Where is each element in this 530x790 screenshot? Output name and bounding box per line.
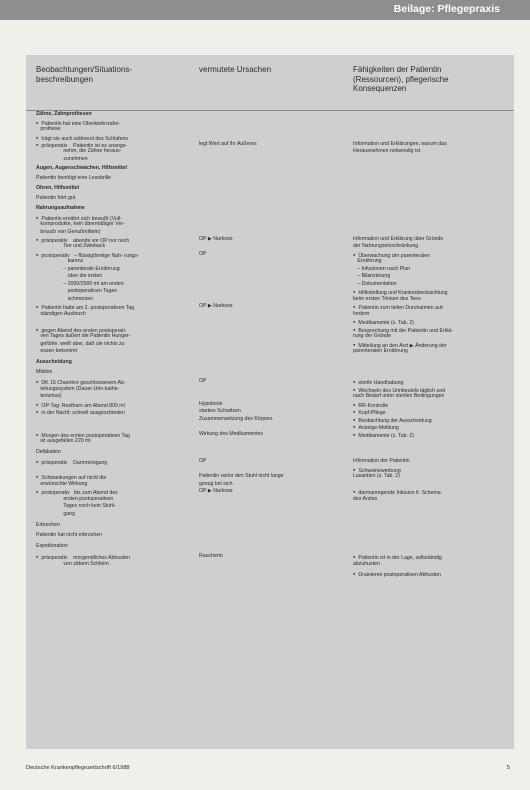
table-cell-c1: – parenterale Ernährung bbox=[36, 266, 120, 272]
table-cell-c1: prothese bbox=[36, 126, 61, 132]
table-cell-c3: fordern bbox=[353, 311, 370, 317]
table-cell-c1: ● Patientin ernährt sich bewußt (Voll- bbox=[36, 214, 196, 223]
column-header-text: Fähigkeiten der Patientin (Ressourcen), pflegerische Konsequenzen bbox=[353, 65, 449, 93]
table-cell-c1: ersten postoperativen bbox=[36, 496, 114, 502]
table-cell-c2: Zusammensetzung des Körpers bbox=[199, 416, 273, 422]
table-cell-c1: Erbrechen bbox=[36, 522, 60, 528]
table-cell-c1: Patientin hat nicht erbrochen bbox=[36, 532, 103, 538]
table-cell-c1: ● in der Nacht: schnell ausgeschieden bbox=[36, 408, 196, 417]
table-cell-c2: OP bbox=[199, 251, 207, 257]
table-cell-c1: karenz bbox=[36, 258, 84, 264]
table-cell-c3: parenteralen Ernährung bbox=[353, 348, 408, 354]
table-cell-c3: des Arztes bbox=[353, 496, 378, 502]
table-cell-c3: ● Patientin ist in der Lage, selbständig bbox=[353, 553, 513, 562]
table-cell-c2: OP bbox=[199, 458, 207, 464]
table-cell-c3: ● Patientin zum tiefen Durchatmen auf- bbox=[353, 303, 513, 312]
table-cell-c1: ● postoperativ bis zum Abend des bbox=[36, 488, 196, 497]
table-cell-c3: ● Anzeige-Meldung bbox=[353, 423, 513, 432]
table-cell-c1: Augen, Augenschwächen, Hilfsmittel bbox=[36, 165, 127, 171]
table-cell-c1: ● präoperativ Darmreinigung bbox=[36, 458, 196, 467]
column-header-text: vermutete Ursachen bbox=[199, 65, 272, 74]
column-header-causes bbox=[199, 65, 271, 75]
table-cell-c1: Expektoration bbox=[36, 543, 68, 549]
table-cell-c2: Wirkung des Medikamentes bbox=[199, 431, 264, 437]
table-cell-c1: Nahrungsaufnahme bbox=[36, 205, 85, 211]
table-cell-c1: ven Tages äußert die Patientin Hunger- bbox=[36, 333, 131, 339]
table-cell-c1: brauch von Genußmitteln) bbox=[36, 229, 101, 235]
table-cell-c3: Information und Erklärung über Gründe bbox=[353, 236, 444, 242]
table-cell-c1: Tages noch kein Stuhl- bbox=[36, 503, 116, 509]
footer-page-number: 5 bbox=[506, 765, 510, 771]
table-cell-c3: Ernährung bbox=[353, 258, 382, 264]
table-cell-c1: Ausscheidung bbox=[36, 359, 72, 365]
table-cell-c3: ● Schweinewerbung bbox=[353, 466, 513, 475]
table-cell-c3: ● sterile Handhabung bbox=[353, 378, 513, 387]
table-cell-c1: essen bekommt bbox=[36, 348, 77, 354]
table-cell-c1: ● DK 15 Charrière geschlossenem Ab- bbox=[36, 378, 196, 387]
table-cell-c3: Information und Erklärungen, warum das bbox=[353, 141, 447, 147]
table-cell-c3: Herausnehmen notwendig ist bbox=[353, 148, 421, 154]
table-cell-c1: postoperativen Tages bbox=[36, 288, 117, 294]
table-header-row bbox=[26, 55, 514, 111]
table-cell-c1: schmerzen bbox=[36, 296, 94, 302]
header-bar bbox=[0, 0, 530, 20]
table-cell-c3: rung der Gründe bbox=[353, 333, 392, 339]
table-cell-c3: ● Medikamente (s. Tab. 2) bbox=[353, 431, 513, 440]
table-cell-c3: ● Drainieren postoperativen Abhusten bbox=[353, 570, 513, 579]
table-cell-c3: – Dokumentation bbox=[353, 281, 397, 287]
table-cell-c3: ● darmanregende Infusion lt. Schema bbox=[353, 488, 513, 497]
table-cell-c1: Patientin hört gut bbox=[36, 195, 76, 201]
table-cell-c2: OP bbox=[199, 378, 207, 384]
table-cell-c1: ● Morgen des ersten postoperativen Tag bbox=[36, 431, 196, 440]
table-cell-c1: ● OP-Tag: Restharn am Abend 800 ml bbox=[36, 401, 196, 410]
table-cell-c1: nehm, die Zähne heraus- bbox=[36, 148, 122, 154]
care-table bbox=[26, 55, 514, 749]
table-cell-c1: – 2000/2500 ml am ersten bbox=[36, 281, 124, 287]
table-cell-c3: – Infusionen nach Plan bbox=[353, 266, 411, 272]
table-cell-c3: nach Bedarf unter sterilen Bedingungen bbox=[353, 393, 445, 399]
table-cell-c1: erwünschte Wirkung bbox=[36, 481, 88, 487]
table-cell-c2: OP ▶ Narkose bbox=[199, 488, 233, 494]
table-cell-c1: ● präoperativ morgendliches Abhusten bbox=[36, 553, 196, 562]
table-cell-c1: Zähne, Zahnprothesen bbox=[36, 111, 92, 117]
table-cell-c2: starkes Schwitzen bbox=[199, 408, 241, 414]
footer-journal: Deutsche Krankenpflegezeitschrift 6/1988 bbox=[26, 765, 130, 771]
table-cell-c3: – Bilanzierung bbox=[353, 273, 391, 279]
table-cell-c1: kornprodukte, kein übermäßiger Ver- bbox=[36, 221, 125, 227]
table-cell-c1: Patientin benötigt eine Lesebrille bbox=[36, 175, 111, 181]
table-cell-c3: ● RR-Kontrolle bbox=[353, 401, 513, 410]
table-cell-c1: ● Schwankungen auf nicht die bbox=[36, 473, 196, 482]
table-cell-c3: ● Medikamente (s. Tab. 2) bbox=[353, 318, 513, 327]
table-cell-c1: gefühle, weiß aber, daß sie nichts zu bbox=[36, 341, 125, 347]
table-cell-c2: Hypotonie bbox=[199, 401, 223, 407]
table-cell-c3: ● Besprechung mit der Patientin und Erklä- bbox=[353, 326, 513, 335]
table-cell-c1: terismus) bbox=[36, 393, 62, 399]
table-cell-c1: ist ausgefallen 220 ml bbox=[36, 438, 91, 444]
table-cell-c2: genug bei sich bbox=[199, 481, 233, 487]
table-cell-c1: leitungssystem (Dauer-Urin-kathe- bbox=[36, 386, 120, 392]
table-cell-c2: OP ▶ Narkose bbox=[199, 303, 233, 309]
table-cell-c3: abzuhusten bbox=[353, 561, 380, 567]
table-cell-c3: Laxantien (s. Tab. 2) bbox=[353, 473, 400, 479]
table-cell-c2: Patientin verlor den Stuhl nicht lange bbox=[199, 473, 284, 479]
table-cell-c1: von zähem Schleim bbox=[36, 561, 109, 567]
table-cell-c1: ● trägt sie auch während des Schlafens bbox=[36, 134, 196, 143]
column-header-observations bbox=[36, 65, 132, 84]
table-cell-c3: ● Hilfestellung und Krankenbeobachtung bbox=[353, 288, 513, 297]
table-cell-c3: ● Kopf-Pflege bbox=[353, 408, 513, 417]
table-cell-c1: ● gegen Abend des ersten postoperati- bbox=[36, 326, 196, 335]
table-cell-c2: OP ▶ Narkose bbox=[199, 236, 233, 242]
table-cell-c1: zunehmen bbox=[36, 156, 88, 162]
table-cell-c1: gang bbox=[36, 511, 75, 517]
table-cell-c1: Defäkation bbox=[36, 449, 61, 455]
table-cell-c3: ● Mitteilung an den Arzt ▶ Änderung der bbox=[353, 341, 513, 350]
table-cell-c1: ständigen Ausbruch bbox=[36, 311, 86, 317]
table-cell-c3: ● Überwachung der parenteralen bbox=[353, 251, 513, 260]
table-cell-c1: ● Patientin hatte am 2. postoperativen Tag bbox=[36, 303, 196, 312]
column-header-resources bbox=[353, 65, 449, 94]
table-cell-c3: ● Wechseln des Urinbeutels täglich und bbox=[353, 386, 513, 395]
table-cell-c1: ● Patientin hat eine Oberkieferzahn- bbox=[36, 119, 196, 128]
table-cell-c1: ● präoperativ Patientin ist es unange- bbox=[36, 141, 196, 150]
table-cell-c2: Raucherin bbox=[199, 553, 223, 559]
table-cell-c3: beim ersten Trinken des Tees bbox=[353, 296, 421, 302]
table-cell-c1: ● postoperativ – flüssig/breiige Nah- rungs- bbox=[36, 251, 196, 260]
table-cell-c3: Information der Patientin bbox=[353, 458, 410, 464]
page-section-title: Beilage: Pflegepraxis bbox=[393, 3, 500, 15]
table-cell-c1: Tee und Zwieback bbox=[36, 243, 106, 249]
table-cell-c3: der Nahrungseinschränkung bbox=[353, 243, 419, 249]
table-cell-c3: ● Beobachtung der Ausscheidung bbox=[353, 416, 513, 425]
table-cell-c1: ● präoperativ abends vor OP nur noch bbox=[36, 236, 196, 245]
column-header-text: Beobachtungen/Situations- beschreibungen bbox=[36, 65, 133, 84]
table-cell-c1: Miktion bbox=[36, 369, 53, 375]
table-cell-c2: legt Wert auf ihr Äußeres bbox=[199, 141, 257, 147]
table-cell-c1: über die ersten bbox=[36, 273, 103, 279]
table-cell-c1: Ohren, Hilfsmittel bbox=[36, 185, 80, 191]
